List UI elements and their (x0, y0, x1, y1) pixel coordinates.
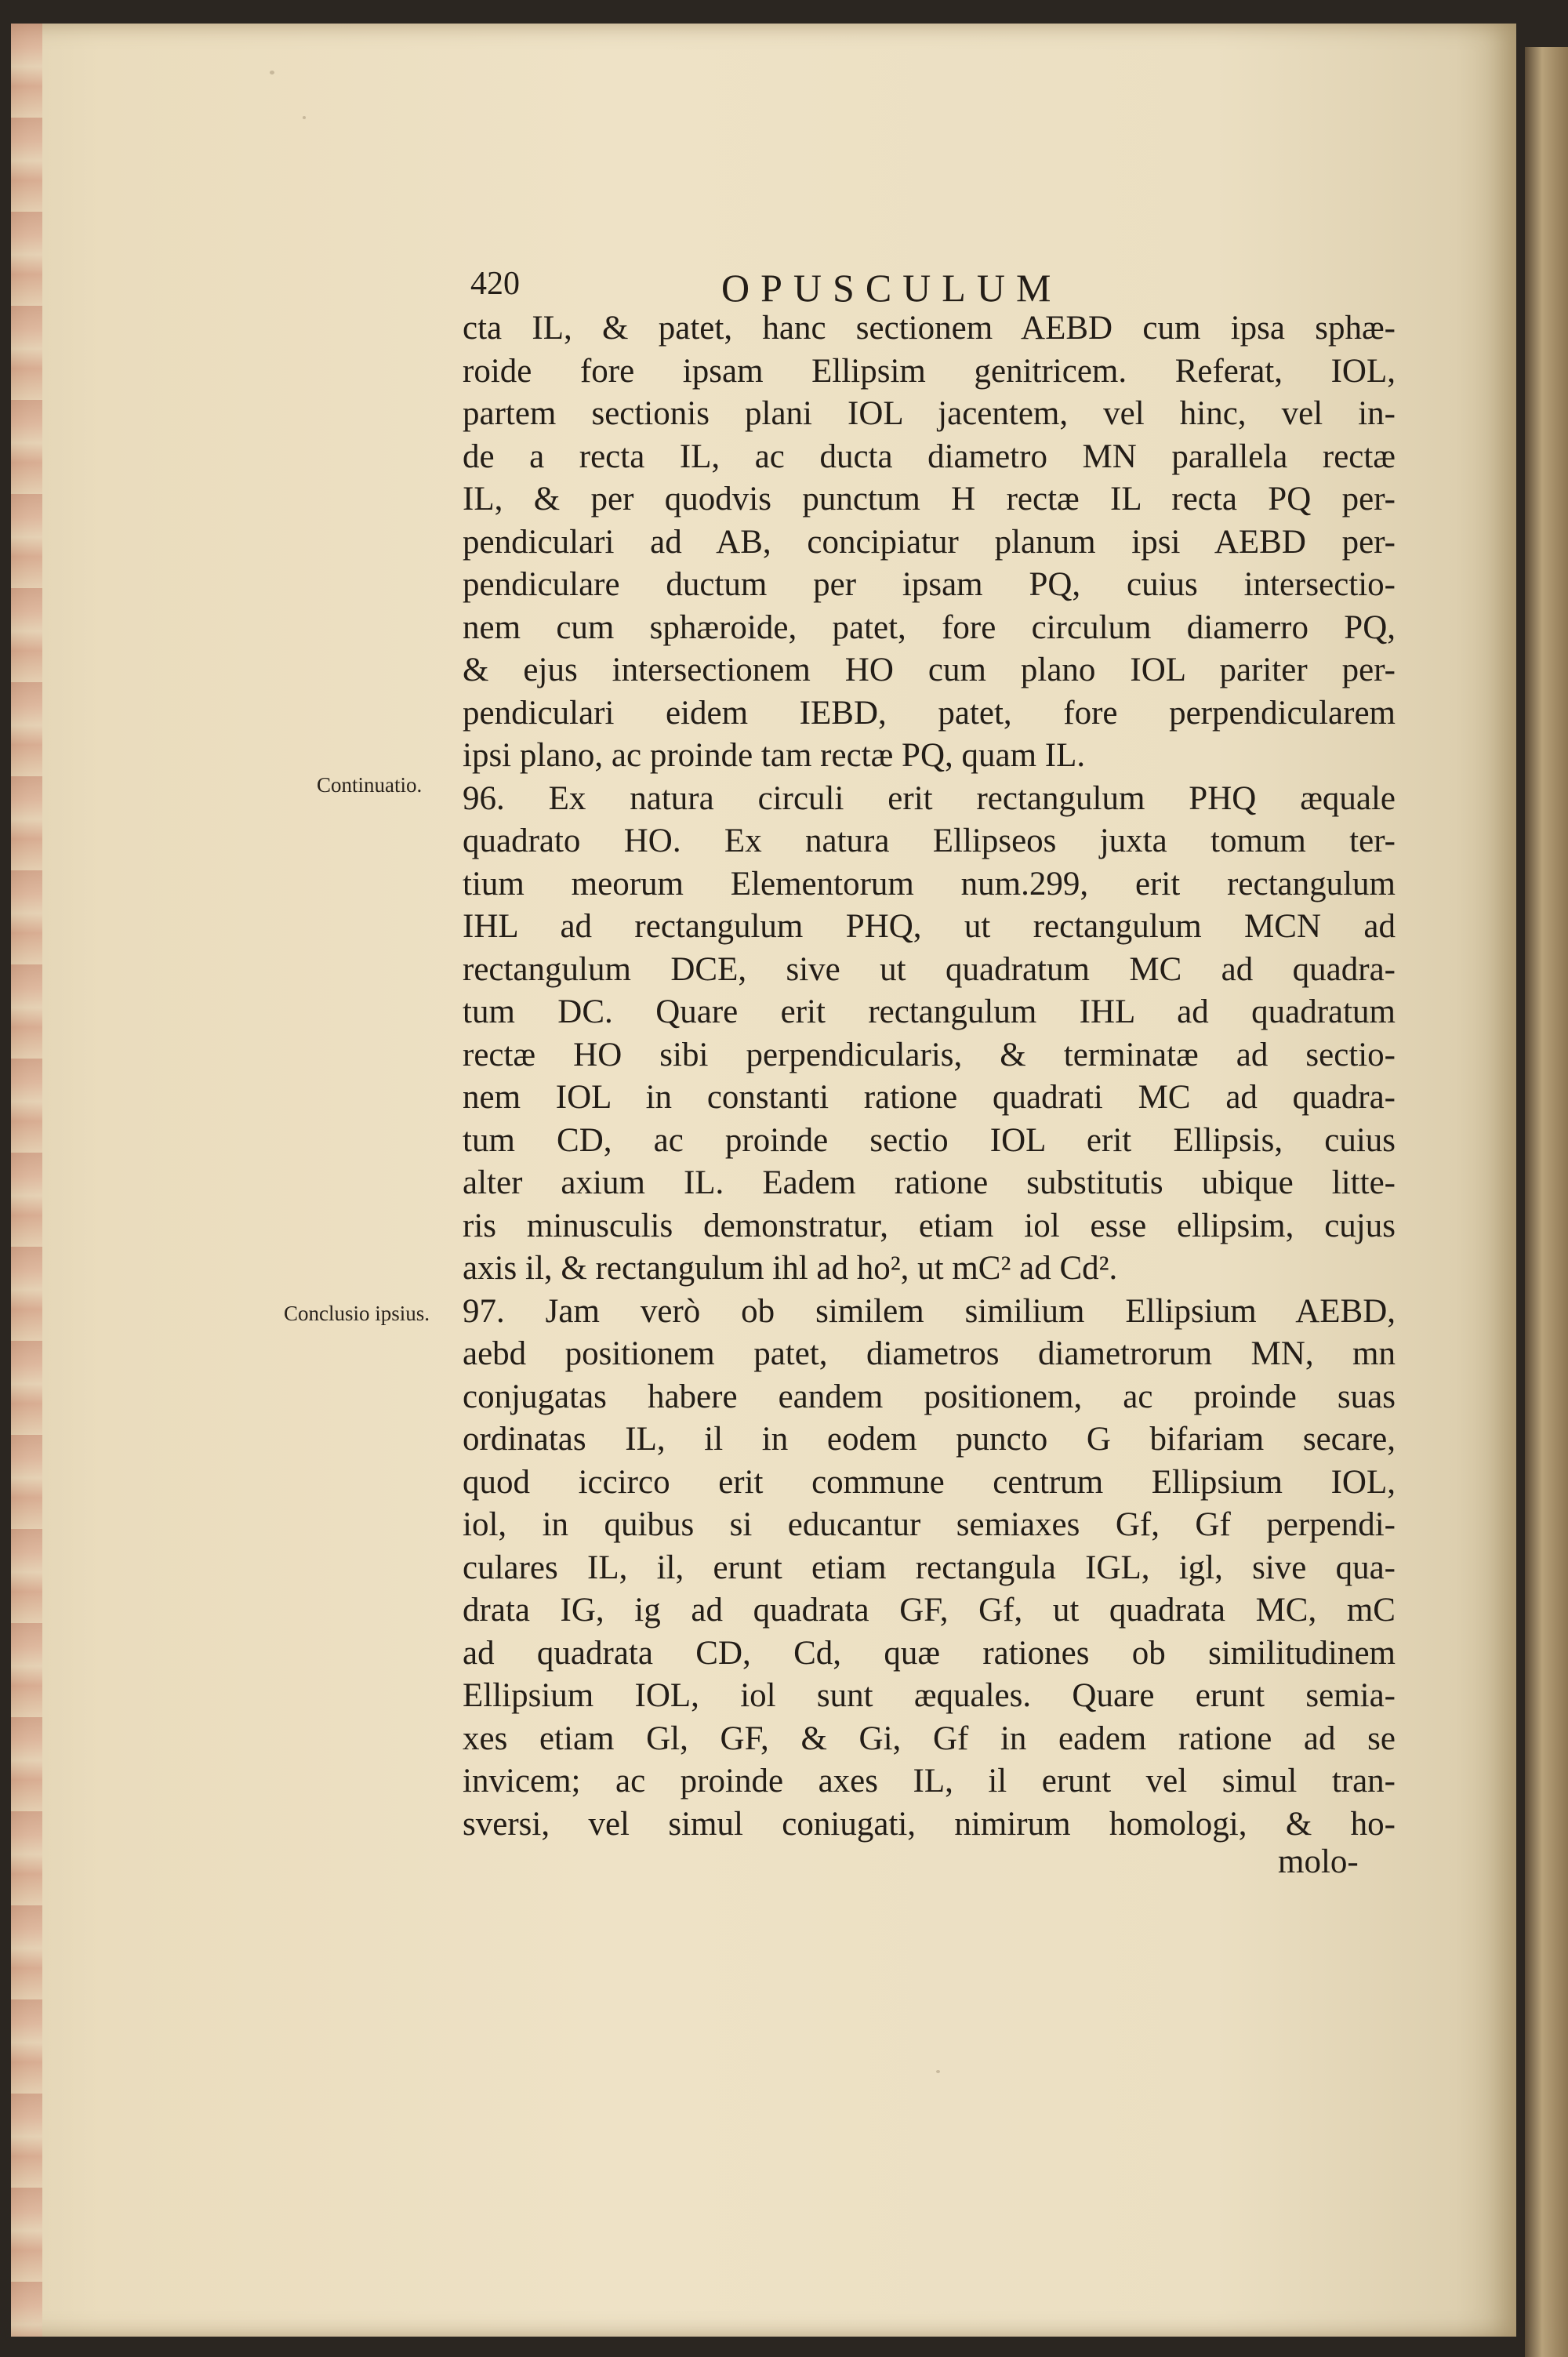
text-line: partem sectionis plani IOL jacentem, vel hinc, vel in- (463, 395, 1396, 432)
text-line: ordinatas IL, il in eodem puncto G bifariam secare, (463, 1421, 1396, 1458)
text-line: pendiculari ad AB, concipiatur planum ipsi AEBD per- (463, 523, 1396, 561)
text-line: invicem; ac proinde axes IL, il erunt vel simul tran- (463, 1763, 1396, 1800)
text-line: cta IL, & patet, hanc sectionem AEBD cum ipsa sphæ- (463, 310, 1396, 347)
text-line: aebd positionem patet, diametros diametrorum MN, mn (463, 1335, 1396, 1372)
paper-speck (936, 2070, 940, 2073)
text-line: nem IOL in constanti ratione quadrati MC ad quadra- (463, 1079, 1396, 1116)
text-line: ipsi plano, ac proinde tam rectæ PQ, quam IL. (463, 737, 1086, 774)
text-line: 96. Ex natura circuli erit rectangulum PHQ æquale (463, 779, 1396, 817)
text-line: axis il, & rectangulum ihl ad ho², ut mC² ad Cd². (463, 1250, 1118, 1287)
text-line: roide fore ipsam Ellipsim genitricem. Referat, IOL, (463, 352, 1396, 390)
margin-note-continuatio: Continuatio. (317, 773, 423, 797)
text-line: quod iccirco erit commune centrum Ellipsium IOL, (463, 1463, 1396, 1501)
text-line: alter axium IL. Eadem ratione substitutis ubique litte- (463, 1164, 1396, 1201)
text-line: quadrato HO. Ex natura Ellipseos juxta tomum ter- (463, 823, 1396, 859)
text-line: ad quadrata CD, Cd, quæ rationes ob similitudinem (463, 1634, 1396, 1672)
paper-speck (303, 116, 306, 119)
text-line: nem cum sphæroide, patet, fore circulum diamerro PQ, (463, 608, 1396, 646)
text-line: IL, & per quodvis punctum H rectæ IL recta PQ per- (463, 481, 1396, 518)
page-header (470, 265, 1458, 312)
page-number: 420 (470, 266, 520, 302)
text-line: de a recta IL, ac ducta diametro MN parallela rectæ (463, 438, 1396, 475)
margin-note-conclusio: Conclusio ipsius. (284, 1302, 430, 1325)
text-line: Ellipsium IOL, iol sunt æquales. Quare erunt semia- (463, 1677, 1396, 1714)
text-line: sversi, vel simul coniugati, nimirum homologi, & ho- (463, 1805, 1396, 1843)
text-line: IHL ad rectangulum PHQ, ut rectangulum MCN ad (463, 908, 1396, 945)
text-line: pendiculari eidem IEBD, patet, fore perpendicularem (463, 694, 1396, 732)
text-line: rectangulum DCE, sive ut quadratum MC ad quadra- (463, 950, 1396, 988)
text-line: drata IG, ig ad quadrata GF, Gf, ut quadrata MC, mC (463, 1592, 1396, 1629)
text-line: tum CD, ac proinde sectio IOL erit Ellipsis, cuius (463, 1121, 1396, 1159)
text-line: tium meorum Elementorum num.299, erit rectangulum (463, 865, 1396, 902)
text-line: & ejus intersectionem HO cum plano IOL pariter per- (463, 652, 1396, 688)
body-text (463, 307, 1396, 1846)
text-line: rectæ HO sibi perpendicularis, & terminatæ ad sectio- (463, 1036, 1396, 1073)
catchword: molo- (1278, 1843, 1359, 1880)
text-line: pendiculare ductum per ipsam PQ, cuius intersectio- (463, 566, 1396, 603)
text-line: conjugatas habere eandem positionem, ac proinde suas (463, 1378, 1396, 1415)
text-line: culares IL, il, erunt etiam rectangula IGL, igl, sive qua- (463, 1549, 1396, 1586)
text-line: 97. Jam verò ob similem similium Ellipsium AEBD, (463, 1292, 1396, 1330)
text-line: ris minusculis demonstratur, etiam iol esse ellipsim, cujus (463, 1207, 1396, 1244)
text-line: iol, in quibus si educantur semiaxes Gf, Gf perpendi- (463, 1506, 1396, 1543)
text-line: xes etiam Gl, GF, & Gi, Gf in eadem ratione ad se (463, 1720, 1396, 1757)
book-binding-edge (1525, 47, 1568, 2357)
page-edge-stain (11, 24, 42, 2337)
text-line: tum DC. Quare erit rectangulum IHL ad quadratum (463, 993, 1396, 1030)
running-title: OPUSCULUM (721, 266, 1062, 310)
paper-speck (270, 71, 274, 74)
